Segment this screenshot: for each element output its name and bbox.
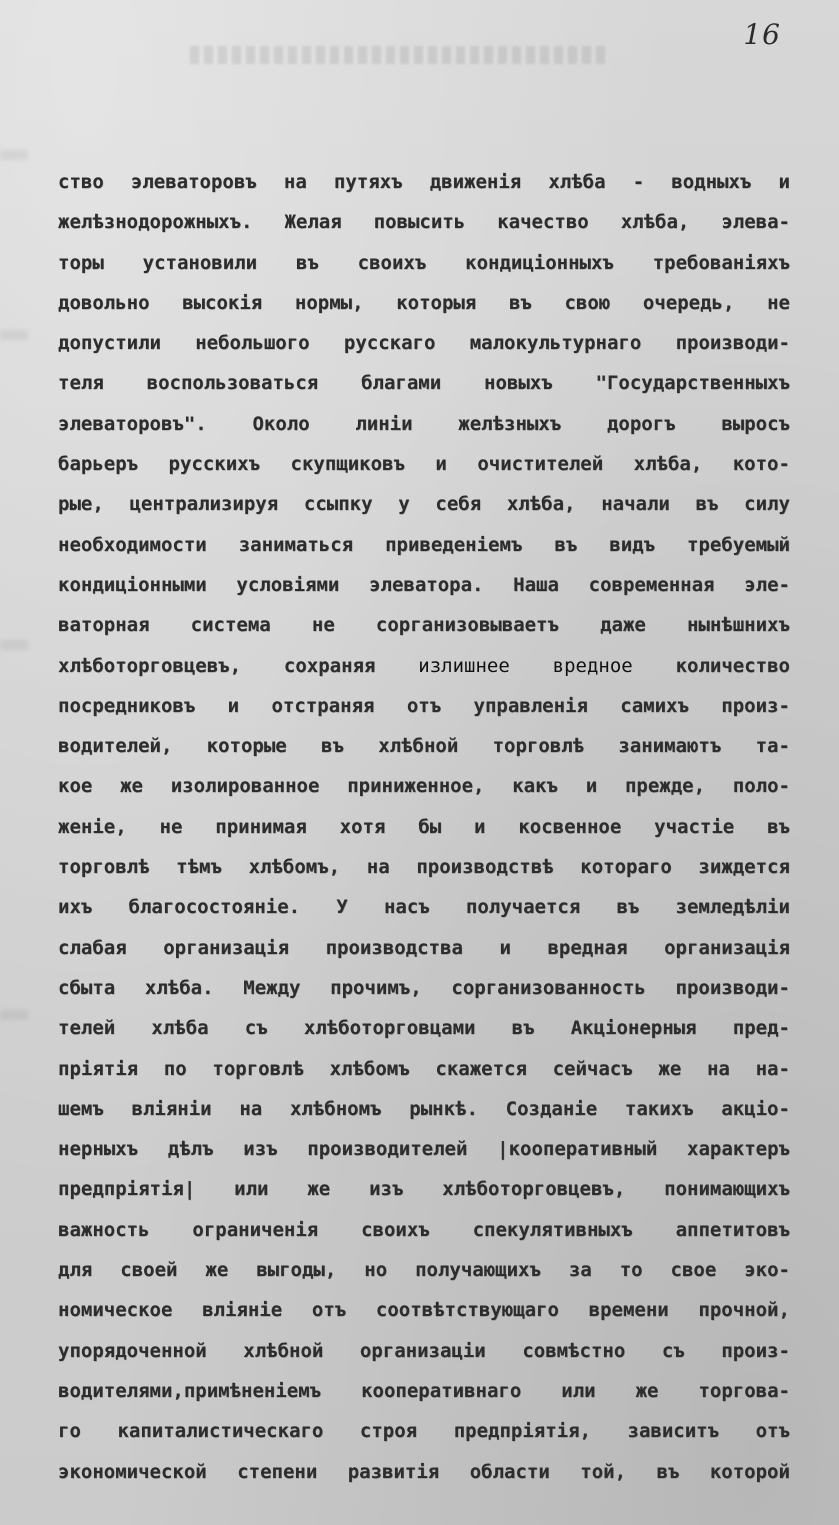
word: Между: [243, 976, 301, 999]
word: понимающихъ: [664, 1178, 790, 1201]
word: которой: [709, 1460, 790, 1483]
word: самихъ: [620, 694, 689, 717]
word: нынѣшнихъ: [686, 614, 790, 637]
word: производи-: [675, 332, 790, 355]
word: вліяніи: [131, 1097, 212, 1120]
word: скажется: [435, 1057, 527, 1080]
text-line: [58, 1331, 790, 1371]
word: свою: [564, 291, 611, 314]
word: приведеніемъ: [385, 533, 523, 556]
word: на: [366, 856, 390, 879]
word: "Государственныхъ: [595, 372, 790, 395]
word: силу: [744, 493, 790, 516]
word: хлѣба.: [144, 976, 214, 999]
word: очередь,: [642, 291, 735, 314]
word: по: [163, 1057, 187, 1080]
word: и: [474, 815, 486, 838]
word: хлѣбомъ: [329, 1057, 410, 1080]
word: эле-: [744, 573, 790, 596]
word: участіе: [654, 815, 735, 838]
text-line: [58, 363, 790, 403]
word: для: [58, 1259, 93, 1282]
word: движенія: [429, 171, 522, 193]
word: элеваторовъ".: [58, 412, 207, 435]
word: произ-: [721, 1339, 790, 1362]
text-line: [58, 283, 790, 323]
word: сорганизовываетъ: [375, 614, 559, 637]
word: торгова-: [698, 1379, 790, 1402]
word: акціо-: [721, 1097, 790, 1120]
word: соотвѣтствующаго: [375, 1299, 559, 1322]
word: на-: [755, 1057, 790, 1080]
word: новыхъ: [484, 372, 553, 395]
word: аппетитовъ: [675, 1218, 790, 1241]
word: сорганизованность: [451, 976, 646, 999]
word: строя: [359, 1420, 418, 1443]
word: той,: [580, 1460, 627, 1483]
text-line: [58, 1371, 790, 1411]
word: повысить: [373, 211, 466, 234]
text-line: [58, 243, 790, 283]
word: не: [767, 291, 790, 314]
word: система: [190, 614, 271, 637]
word: Около: [252, 412, 310, 435]
word: даже: [600, 614, 646, 637]
word: высокія: [182, 291, 263, 314]
word: желѣзныхъ: [458, 412, 562, 435]
word: необходимости: [58, 533, 207, 556]
word: дѣлъ: [167, 1138, 214, 1161]
word: требуемый: [687, 533, 790, 556]
word: хлѣба: [548, 171, 606, 193]
word: -: [632, 171, 645, 193]
word: тѣмъ: [176, 856, 222, 879]
word: въ: [295, 251, 319, 274]
text-line: [58, 1089, 790, 1129]
word: У: [336, 896, 348, 919]
text-line: [58, 1008, 790, 1048]
word: такихъ: [624, 1097, 694, 1120]
word: производителей: [307, 1138, 468, 1161]
word: торговлѣ: [58, 856, 150, 879]
word: хлѣботорговцами: [303, 1017, 476, 1040]
word: Созданіе: [505, 1097, 598, 1120]
word: та-: [755, 735, 790, 758]
word: количество: [675, 654, 790, 677]
text-line: [58, 1250, 790, 1290]
word: косвенное: [518, 815, 622, 838]
word: поло-: [732, 775, 790, 798]
word: вліяніе: [202, 1299, 283, 1322]
word: кооперативнаго: [361, 1379, 522, 1402]
word: же: [307, 1178, 331, 1201]
word: или: [234, 1178, 269, 1201]
word: ихъ: [58, 896, 93, 919]
word: приниженное,: [347, 775, 485, 798]
word: прежде,: [624, 775, 706, 798]
word: хотя: [339, 815, 386, 838]
text-line: [58, 1452, 790, 1492]
word: элеватора.: [369, 573, 484, 596]
word: организаціи: [359, 1339, 486, 1362]
word: свое: [670, 1259, 717, 1282]
word: получается: [465, 896, 581, 919]
word: въ: [767, 815, 790, 838]
word: нормы,: [294, 291, 364, 314]
word: же: [635, 1379, 659, 1402]
word: желѣзнодорожныхъ.: [58, 211, 253, 234]
word: водныхъ: [671, 171, 752, 193]
word: водителями,примѣненіемъ: [58, 1379, 322, 1402]
text-line: [58, 887, 790, 927]
text-line: [58, 1290, 790, 1330]
word: организація: [664, 936, 790, 959]
word: ство: [58, 171, 104, 193]
text-line: [58, 1210, 790, 1250]
word: торговлѣ: [212, 1057, 304, 1080]
word: Акціонерныя: [570, 1017, 697, 1040]
word: въ: [616, 896, 640, 919]
word: но: [364, 1259, 388, 1282]
word: благосостояніе.: [128, 896, 301, 919]
text-line: [58, 646, 790, 686]
word: выгоды,: [256, 1259, 337, 1282]
word: кое: [58, 775, 93, 798]
word: современная: [588, 573, 715, 596]
word: отъ: [311, 1299, 347, 1322]
word: которыя: [396, 291, 477, 314]
word: дорогъ: [606, 412, 676, 435]
word: элеваторовъ: [130, 171, 257, 193]
text-line: [58, 484, 790, 524]
word: прочной,: [698, 1299, 790, 1322]
word: сохраняя: [283, 654, 376, 677]
word: зиждется: [698, 856, 790, 879]
word: линіи: [355, 412, 413, 435]
word: зависитъ: [627, 1420, 720, 1443]
word: и: [585, 775, 598, 798]
word: же: [658, 1057, 682, 1080]
word: телей: [58, 1017, 116, 1040]
word: и: [499, 936, 511, 959]
word: хлѣбной: [378, 735, 459, 758]
page-number: 16: [743, 18, 781, 51]
word: какъ: [512, 775, 558, 798]
word: въ: [511, 1017, 535, 1040]
word: земледѣліи: [675, 896, 790, 919]
word: хлѣба,: [633, 453, 703, 476]
text-line: [58, 605, 790, 645]
text-line: [58, 1411, 790, 1451]
word: торы: [58, 251, 104, 274]
word: изъ: [243, 1138, 278, 1161]
word: спекулятивныхъ: [472, 1218, 633, 1241]
word: въ: [695, 493, 719, 516]
word: производствѣ: [416, 856, 554, 879]
word: барьеръ: [58, 453, 139, 476]
word: пред-: [732, 1017, 790, 1040]
word: водителей,: [58, 735, 173, 758]
word: хлѣбной: [243, 1339, 324, 1362]
word: малокультурнаго: [469, 332, 642, 355]
word: степени: [237, 1460, 318, 1483]
word: допустили: [58, 332, 161, 355]
text-line: [58, 968, 790, 1008]
word: номическое: [58, 1299, 173, 1322]
text-line: [58, 1169, 790, 1209]
word: въ: [554, 533, 578, 556]
word: кото-: [732, 453, 790, 476]
word: излишнее: [418, 654, 510, 677]
text-line: [58, 323, 790, 363]
word: воспользоваться: [146, 372, 319, 395]
word: начали: [601, 493, 670, 516]
word: Желая: [284, 211, 342, 234]
word: упорядоченной: [58, 1339, 207, 1362]
word: элева-: [721, 211, 790, 234]
word: видъ: [609, 533, 656, 556]
word: небольшого: [195, 332, 310, 355]
text-line: [58, 404, 790, 444]
word: изолированное: [170, 775, 320, 798]
text-line: [58, 202, 790, 242]
word: русскихъ: [168, 453, 261, 476]
word: же: [205, 1259, 229, 1282]
word: насъ: [383, 896, 430, 919]
word: нерныхъ: [58, 1138, 139, 1161]
word: шемъ: [58, 1097, 104, 1120]
word: скупщиковъ: [290, 453, 405, 476]
word: же: [120, 775, 143, 798]
word: установили: [142, 251, 258, 274]
word: качество: [497, 211, 589, 234]
word: пріятія: [58, 1057, 139, 1080]
word: не: [311, 614, 335, 637]
text-line: [58, 525, 790, 565]
text-line: [58, 1049, 790, 1089]
word: у: [398, 493, 410, 516]
word: производства: [325, 936, 463, 959]
text-line: [58, 928, 790, 968]
bleed-through-text: [190, 46, 610, 64]
word: русскаго: [343, 332, 436, 355]
word: на: [283, 171, 307, 193]
word: времени: [588, 1299, 669, 1322]
word: съ: [244, 1017, 268, 1040]
word: получающихъ: [415, 1259, 541, 1282]
word: управленія: [473, 694, 588, 717]
margin-smudge: [0, 1010, 28, 1020]
word: вредная: [547, 936, 628, 959]
word: капиталистическаго: [117, 1420, 324, 1443]
word: хлѣботорговцевъ,: [58, 654, 242, 677]
word: изъ: [369, 1178, 404, 1201]
word: сейчасъ: [552, 1057, 633, 1080]
word: принимая: [215, 815, 307, 838]
text-line: [58, 847, 790, 887]
word: торговлѣ: [492, 735, 585, 758]
word: сбыта: [58, 976, 116, 999]
word: за: [568, 1259, 592, 1282]
word: произ-: [721, 694, 790, 717]
word: теля: [58, 372, 104, 395]
word: централизируя: [129, 493, 279, 516]
word: хлѣбномъ: [289, 1097, 382, 1120]
word: и: [227, 694, 240, 717]
text-line: [58, 162, 790, 202]
word: ограниченія: [192, 1218, 319, 1241]
text-line: [58, 565, 790, 605]
word: то: [619, 1259, 643, 1282]
margin-smudge: [0, 150, 28, 160]
word: ваторная: [58, 614, 150, 637]
word: въ: [656, 1460, 680, 1483]
word: себя: [435, 493, 482, 516]
word: на: [239, 1097, 263, 1120]
word: которые: [206, 735, 287, 758]
word: производи-: [675, 976, 790, 999]
margin-smudge: [0, 330, 28, 340]
word: въ: [508, 291, 532, 314]
word: или: [561, 1379, 596, 1402]
word: эко-: [744, 1259, 790, 1282]
word: женіе,: [58, 815, 127, 838]
text-line: [58, 807, 790, 847]
word: въ: [321, 735, 344, 758]
word: ссыпку: [303, 493, 373, 516]
word: своей: [120, 1259, 178, 1282]
word: заниматься: [238, 533, 354, 556]
word: своихъ: [361, 1218, 430, 1241]
word: отъ: [406, 694, 442, 717]
word: очистителей: [477, 453, 604, 476]
word: и: [435, 453, 447, 476]
word: котораго: [580, 856, 672, 879]
word: благами: [361, 372, 442, 395]
text-line: [58, 766, 790, 806]
word: хлѣботорговцевъ,: [442, 1178, 626, 1201]
word: не: [159, 815, 183, 838]
word: предпріятія,: [453, 1420, 591, 1443]
word: отстраняя: [271, 694, 375, 717]
word: своихъ: [357, 251, 427, 274]
word: развитія: [347, 1460, 440, 1483]
word: отъ: [755, 1420, 790, 1443]
word: |кооперативный: [497, 1138, 658, 1161]
word: хлѣба: [151, 1017, 209, 1040]
word: хлѣбомъ,: [248, 856, 341, 879]
word: условіями: [236, 573, 340, 596]
word: путяхъ: [333, 171, 403, 193]
word: довольно: [58, 291, 150, 314]
typed-body-text: [58, 162, 790, 1492]
text-line: [58, 1129, 790, 1169]
word: экономической: [58, 1460, 207, 1483]
word: совмѣстно: [522, 1339, 626, 1362]
word: области: [469, 1460, 550, 1483]
word: посредниковъ: [58, 694, 196, 717]
word: го: [58, 1420, 81, 1443]
text-line: [58, 726, 790, 766]
text-line: [58, 686, 790, 726]
word: рые,: [58, 493, 104, 516]
text-line: [58, 444, 790, 484]
margin-smudge: [0, 640, 28, 650]
word: прочимъ,: [330, 976, 422, 999]
word: кондиціонныхъ: [465, 251, 614, 274]
word: предпріятія|: [58, 1178, 196, 1201]
word: выросъ: [721, 412, 790, 435]
word: слабая: [58, 936, 127, 959]
word: бы: [418, 815, 442, 838]
word: хлѣба,: [506, 493, 576, 516]
word: занимаютъ: [618, 735, 722, 758]
word: хлѣба,: [620, 211, 690, 234]
word: Наша: [513, 573, 559, 596]
word: вредное: [552, 654, 633, 677]
word: важность: [58, 1218, 150, 1241]
word: характеръ: [687, 1138, 790, 1161]
word: и: [778, 171, 790, 193]
word: на: [706, 1057, 730, 1080]
word: требованіяхъ: [652, 251, 790, 274]
word: кондиціонными: [58, 573, 207, 596]
word: съ: [661, 1339, 685, 1362]
word: рынкѣ.: [409, 1097, 478, 1120]
word: организація: [163, 936, 290, 959]
